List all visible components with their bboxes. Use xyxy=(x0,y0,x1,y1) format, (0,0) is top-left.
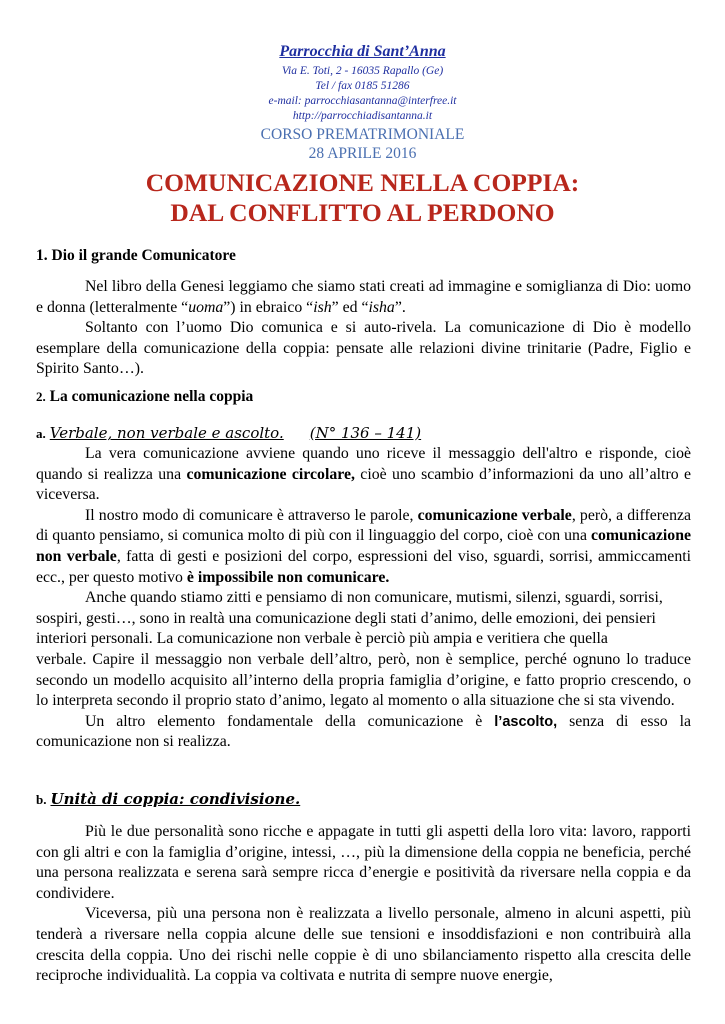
parish-address: Via E. Toti, 2 - 16035 Rapallo (Ge) xyxy=(281,65,444,77)
text: Un altro elemento fondamentale della comunicazione è xyxy=(85,712,495,730)
subsection-b-body xyxy=(36,822,691,987)
subsection-b-paragraph-2: Viceversa, più una persona non è realizzata a livello personale, almeno in alcuni aspetti, più tenderà a riversare nella coppia alcune delle sue tensioni e insoddisfazioni e non contribuirà alla crescita della coppia. Uno dei rischi nelle coppie è di uno sbilanciamento rispetto alla crescita delle reciproche individualità. La coppia va coltivata e nutrita di sempre nuove energie, xyxy=(36,905,691,985)
text: ”. xyxy=(394,298,406,316)
subsection-b-label: b. xyxy=(36,792,47,807)
section1-body xyxy=(36,277,691,380)
subsection-a-label: a. xyxy=(36,426,46,441)
section1-heading: 1. Dio il grande Comunicatore xyxy=(36,247,236,264)
text-italic: isha xyxy=(368,298,395,316)
subsection-a-paragraph-4 xyxy=(36,712,691,753)
parish-name: Parrocchia di Sant’Anna xyxy=(279,43,446,60)
subsection-a-paragraph-1 xyxy=(36,444,691,506)
subsection-a-reference: (N° 136 – 141) xyxy=(309,424,422,442)
section1-paragraph-2: Soltanto con l’uomo Dio comunica e si auto-rivela. La comunicazione di Dio è modello esemplare della comunicazione della coppia: pensate alle relazioni divine trinitarie (Padre, Figlio e Spirito Santo…). xyxy=(36,319,691,378)
section1-paragraph-1 xyxy=(36,277,691,318)
text: La vera comunicazione avviene quando uno riceve il messaggio dell'altro e risponde, cioè quando si realizza una xyxy=(36,445,691,483)
text-bold: comunicazione circolare, xyxy=(186,465,355,483)
section2-number: 2. xyxy=(36,389,46,404)
parish-phone: Tel / fax 0185 51286 xyxy=(315,80,410,92)
subsection-a-body xyxy=(36,444,691,753)
doc-title-line2: DAL CONFLITTO AL PERDONO xyxy=(170,198,555,227)
text-bold: è impossibile non comunicare. xyxy=(186,568,390,586)
text-italic: uoma xyxy=(188,298,224,316)
course-date: 28 APRILE 2016 xyxy=(308,145,417,162)
subsection-b-paragraph-1: Più le due personalità sono ricche e appagate in tutti gli aspetti della loro vita: lavoro, rapporti con gli altri e con la famiglia d’origine, intessi, …, più la dimensione della coppia ne beneficia, perché una persona realizzata e serena sarà sempre ricca d’energie e positività da riversare nella coppia e da condividere. xyxy=(36,823,691,902)
text: , però, a differenza di quanto pensiamo, si comunica molto di più con il linguaggio del corpo, cioè con una xyxy=(36,506,691,545)
subsection-b-title: Unità di coppia: condivisione. xyxy=(50,790,301,808)
text-bold: l’ascolto, xyxy=(494,713,558,730)
parish-website[interactable]: http://parrocchiadisantanna.it xyxy=(292,110,433,122)
course-label: CORSO PREMATRIMONIALE xyxy=(260,126,465,143)
text: Nel libro della Genesi leggiamo che siamo stati creati ad immagine e somiglianza di Dio: uomo e donna (letteralmente “ xyxy=(36,278,691,316)
subsection-a-paragraph-2 xyxy=(36,506,691,588)
text: cioè uno scambio d’informazioni da uno all’altro e viceversa. xyxy=(36,465,692,504)
text: ”) in ebraico “ xyxy=(223,298,314,316)
subsection-a-paragraph-3-cont: verbale. Capire il messaggio non verbale dell’altro, però, non è semplice, perché ognuno lo traduce secondo un modello acquisito all’interno della propria famiglia d’origine, e fatto proprio crescendo, o lo interpreta secondo il proprio stato d’animo, legato al momento o alla situazione che si sta vivendo. xyxy=(36,650,691,710)
section2-heading xyxy=(36,388,253,406)
text-italic: ish xyxy=(313,298,332,316)
text: , fatta di gesti e posizioni del corpo, espressioni del viso, sguardi, sorrisi, ammiccamenti ecc., per questo motivo xyxy=(36,547,691,586)
subsection-a-heading xyxy=(36,424,421,443)
text-bold: comunicazione verbale xyxy=(417,506,572,524)
text-bold: comunicazione non verbale xyxy=(36,527,691,565)
text: senza di esso la comunicazione non si realizza. xyxy=(36,712,691,751)
doc-title-line1: COMUNICAZIONE NELLA COPPIA: xyxy=(145,168,580,197)
parish-email[interactable]: e-mail: parrocchiasantanna@interfree.it xyxy=(268,95,457,107)
text: ” ed “ xyxy=(331,298,369,316)
text: Il nostro modo di comunicare è attraverso le parole, xyxy=(85,506,418,524)
section2-title: La comunicazione nella coppia xyxy=(49,388,254,405)
subsection-a-title: Verbale, non verbale e ascolto. xyxy=(49,424,284,442)
subsection-b-heading xyxy=(36,790,300,809)
subsection-a-paragraph-3: Anche quando stiamo zitti e pensiamo di non comunicare, mutismi, silenzi, sguardi, sorrisi, sospiri, gesti…, sono in realtà una comunicazione degli stati d’animo, delle emozioni, dei pensieri interiori personali. La comunicazione non verbale è perciò più ampia e veritiera che quella xyxy=(36,589,663,648)
